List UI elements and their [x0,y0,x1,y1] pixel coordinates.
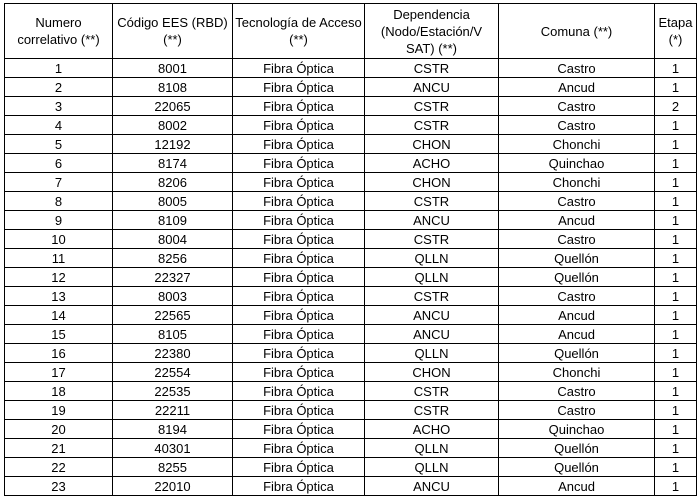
cell-numero-correlativo: 22 [5,458,113,477]
cell-numero-correlativo: 15 [5,325,113,344]
table-row [5,78,697,97]
table-row [5,420,697,439]
cell-dependencia: ANCU [365,211,499,230]
cell-comuna: Castro [499,382,655,401]
cell-comuna: Quellón [499,344,655,363]
cell-codigo-ees: 22065 [113,97,233,116]
cell-dependencia: QLLN [365,439,499,458]
cell-codigo-ees: 8002 [113,116,233,135]
table-row [5,173,697,192]
table-row [5,439,697,458]
cell-etapa: 1 [655,477,697,496]
cell-codigo-ees: 8206 [113,173,233,192]
header-etapa: Etapa (*) [655,4,697,59]
header-numero-correlativo: Numero correlativo (**) [5,4,113,59]
cell-numero-correlativo: 14 [5,306,113,325]
table-row [5,59,697,78]
cell-comuna: Ancud [499,477,655,496]
cell-comuna: Ancud [499,211,655,230]
table-row [5,325,697,344]
cell-numero-correlativo: 4 [5,116,113,135]
cell-numero-correlativo: 19 [5,401,113,420]
cell-etapa: 1 [655,154,697,173]
cell-etapa: 1 [655,363,697,382]
cell-etapa: 1 [655,268,697,287]
table-row [5,306,697,325]
cell-dependencia: ANCU [365,306,499,325]
cell-codigo-ees: 8194 [113,420,233,439]
cell-dependencia: CHON [365,173,499,192]
table-row [5,249,697,268]
table-row [5,135,697,154]
cell-etapa: 1 [655,230,697,249]
cell-numero-correlativo: 12 [5,268,113,287]
cell-dependencia: ANCU [365,477,499,496]
cell-codigo-ees: 8105 [113,325,233,344]
cell-numero-correlativo: 20 [5,420,113,439]
table-row [5,363,697,382]
cell-codigo-ees: 22565 [113,306,233,325]
cell-comuna: Castro [499,401,655,420]
cell-tecnologia-acceso: Fibra Óptica [233,401,365,420]
cell-etapa: 1 [655,306,697,325]
cell-comuna: Castro [499,59,655,78]
cell-numero-correlativo: 21 [5,439,113,458]
cell-numero-correlativo: 13 [5,287,113,306]
cell-comuna: Quinchao [499,420,655,439]
table-row [5,458,697,477]
cell-comuna: Castro [499,192,655,211]
cell-etapa: 1 [655,59,697,78]
cell-codigo-ees: 8174 [113,154,233,173]
cell-comuna: Chonchi [499,135,655,154]
cell-etapa: 1 [655,78,697,97]
cell-tecnologia-acceso: Fibra Óptica [233,97,365,116]
cell-etapa: 1 [655,192,697,211]
cell-comuna: Ancud [499,78,655,97]
cell-dependencia: CHON [365,135,499,154]
cell-numero-correlativo: 10 [5,230,113,249]
table-row [5,344,697,363]
cell-tecnologia-acceso: Fibra Óptica [233,249,365,268]
cell-tecnologia-acceso: Fibra Óptica [233,306,365,325]
cell-numero-correlativo: 9 [5,211,113,230]
cell-dependencia: ACHO [365,154,499,173]
cell-dependencia: CSTR [365,116,499,135]
schools-table [4,3,697,496]
cell-dependencia: CSTR [365,59,499,78]
cell-etapa: 1 [655,382,697,401]
cell-dependencia: ANCU [365,325,499,344]
table-row [5,382,697,401]
cell-etapa: 1 [655,135,697,154]
cell-codigo-ees: 22554 [113,363,233,382]
cell-etapa: 1 [655,116,697,135]
cell-comuna: Castro [499,116,655,135]
cell-etapa: 1 [655,439,697,458]
table-row [5,477,697,496]
cell-codigo-ees: 40301 [113,439,233,458]
cell-tecnologia-acceso: Fibra Óptica [233,173,365,192]
cell-codigo-ees: 22327 [113,268,233,287]
cell-numero-correlativo: 7 [5,173,113,192]
cell-comuna: Chonchi [499,363,655,382]
cell-codigo-ees: 22010 [113,477,233,496]
cell-tecnologia-acceso: Fibra Óptica [233,363,365,382]
cell-etapa: 1 [655,325,697,344]
cell-dependencia: CSTR [365,382,499,401]
cell-tecnologia-acceso: Fibra Óptica [233,325,365,344]
cell-dependencia: QLLN [365,268,499,287]
cell-dependencia: CSTR [365,230,499,249]
cell-tecnologia-acceso: Fibra Óptica [233,477,365,496]
table-body [5,59,697,496]
cell-tecnologia-acceso: Fibra Óptica [233,135,365,154]
table-row [5,268,697,287]
cell-tecnologia-acceso: Fibra Óptica [233,287,365,306]
header-codigo-ees: Código EES (RBD) (**) [113,4,233,59]
table-row [5,230,697,249]
cell-codigo-ees: 12192 [113,135,233,154]
cell-numero-correlativo: 23 [5,477,113,496]
cell-numero-correlativo: 3 [5,97,113,116]
cell-tecnologia-acceso: Fibra Óptica [233,344,365,363]
cell-numero-correlativo: 6 [5,154,113,173]
cell-tecnologia-acceso: Fibra Óptica [233,78,365,97]
table-row [5,116,697,135]
table-row [5,287,697,306]
cell-numero-correlativo: 16 [5,344,113,363]
cell-dependencia: CSTR [365,192,499,211]
cell-comuna: Castro [499,97,655,116]
cell-dependencia: QLLN [365,249,499,268]
table-row [5,401,697,420]
cell-etapa: 1 [655,344,697,363]
cell-etapa: 1 [655,287,697,306]
cell-comuna: Quinchao [499,154,655,173]
table-row [5,211,697,230]
cell-tecnologia-acceso: Fibra Óptica [233,439,365,458]
cell-numero-correlativo: 18 [5,382,113,401]
cell-comuna: Castro [499,287,655,306]
cell-dependencia: ANCU [365,78,499,97]
table-row [5,97,697,116]
cell-comuna: Castro [499,230,655,249]
cell-numero-correlativo: 1 [5,59,113,78]
cell-numero-correlativo: 2 [5,78,113,97]
cell-tecnologia-acceso: Fibra Óptica [233,420,365,439]
cell-codigo-ees: 8005 [113,192,233,211]
cell-etapa: 1 [655,211,697,230]
cell-tecnologia-acceso: Fibra Óptica [233,154,365,173]
cell-tecnologia-acceso: Fibra Óptica [233,116,365,135]
cell-tecnologia-acceso: Fibra Óptica [233,458,365,477]
cell-dependencia: QLLN [365,458,499,477]
cell-codigo-ees: 22535 [113,382,233,401]
table-row [5,192,697,211]
table-row [5,154,697,173]
cell-etapa: 1 [655,401,697,420]
cell-tecnologia-acceso: Fibra Óptica [233,268,365,287]
table-header-row [5,4,697,59]
cell-tecnologia-acceso: Fibra Óptica [233,192,365,211]
header-dependencia: Dependencia (Nodo/Estación/V SAT) (**) [365,4,499,59]
cell-etapa: 1 [655,249,697,268]
cell-codigo-ees: 8109 [113,211,233,230]
cell-dependencia: CHON [365,363,499,382]
cell-comuna: Quellón [499,458,655,477]
cell-codigo-ees: 22211 [113,401,233,420]
header-tecnologia-acceso: Tecnología de Acceso (**) [233,4,365,59]
header-comuna: Comuna (**) [499,4,655,59]
cell-tecnologia-acceso: Fibra Óptica [233,230,365,249]
cell-codigo-ees: 8001 [113,59,233,78]
cell-numero-correlativo: 8 [5,192,113,211]
cell-dependencia: CSTR [365,401,499,420]
cell-dependencia: CSTR [365,287,499,306]
cell-comuna: Quellón [499,268,655,287]
cell-comuna: Quellón [499,249,655,268]
cell-etapa: 1 [655,173,697,192]
cell-dependencia: QLLN [365,344,499,363]
cell-codigo-ees: 8004 [113,230,233,249]
cell-numero-correlativo: 5 [5,135,113,154]
cell-comuna: Quellón [499,439,655,458]
cell-tecnologia-acceso: Fibra Óptica [233,211,365,230]
cell-numero-correlativo: 11 [5,249,113,268]
cell-numero-correlativo: 17 [5,363,113,382]
cell-etapa: 1 [655,458,697,477]
cell-comuna: Ancud [499,325,655,344]
cell-etapa: 1 [655,420,697,439]
cell-codigo-ees: 22380 [113,344,233,363]
cell-codigo-ees: 8256 [113,249,233,268]
cell-tecnologia-acceso: Fibra Óptica [233,59,365,78]
cell-codigo-ees: 8255 [113,458,233,477]
cell-dependencia: CSTR [365,97,499,116]
cell-tecnologia-acceso: Fibra Óptica [233,382,365,401]
cell-dependencia: ACHO [365,420,499,439]
cell-codigo-ees: 8108 [113,78,233,97]
cell-comuna: Chonchi [499,173,655,192]
cell-codigo-ees: 8003 [113,287,233,306]
cell-comuna: Ancud [499,306,655,325]
cell-etapa: 2 [655,97,697,116]
